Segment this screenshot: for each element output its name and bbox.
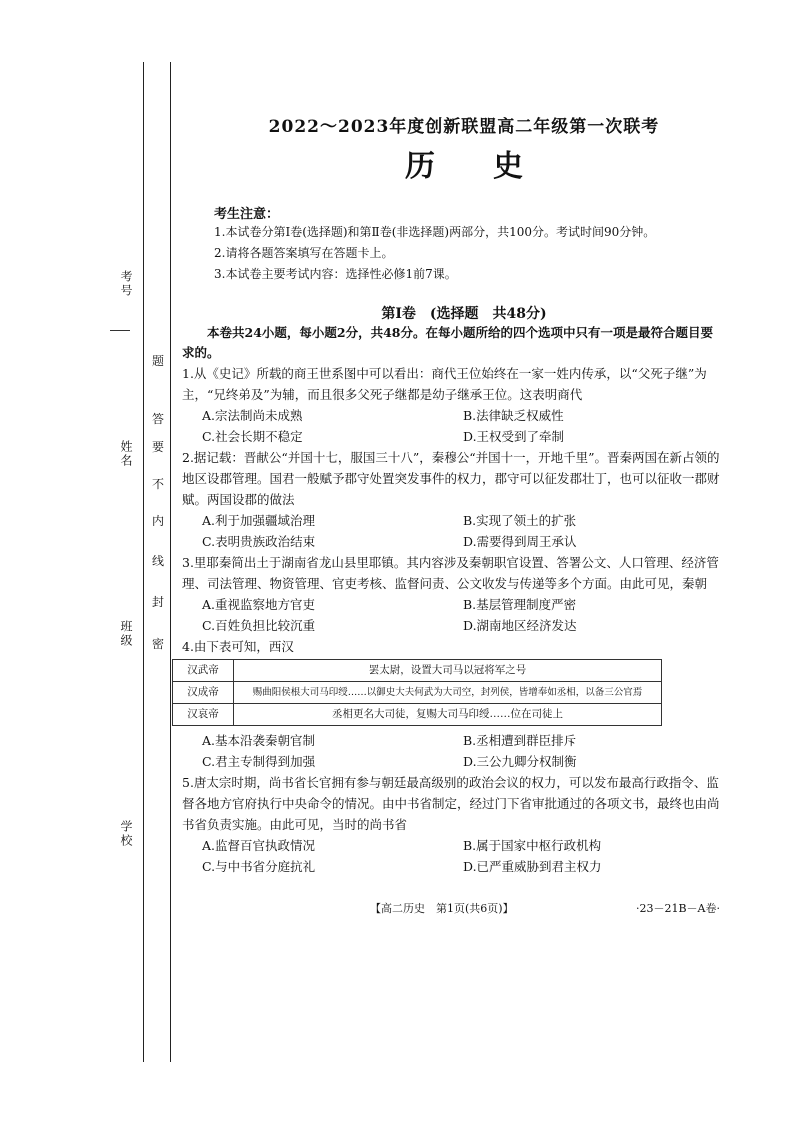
page-number: 【高二历史 第1页(共6页)】 [370,902,514,915]
question-stem: 4.由下表可知，西汉 [182,639,294,654]
section-title: 第Ⅰ卷 (选择题 共48分) [381,306,547,322]
option-b: B.丞相遭到群臣排斥 [463,733,577,748]
question-2 [182,447,724,552]
exam-no-blank [110,330,130,331]
option-b: B.属于国家中枢行政机构 [463,838,602,853]
table-row [173,682,662,704]
seal-word: 密 [152,637,165,651]
seal-word: 不 [152,477,165,491]
table-row [173,660,662,682]
question-stem: 5.唐太宗时期，尚书省长官拥有参与朝廷最高级别的政治会议的权力，可以发布最高行政指令、监督各地方官府执行中央命令的情况。由中书省制定，经过门下省审批通过的各项文书，最终也由尚书省负责实施。由此可见，当时的尚书省 [182,775,720,832]
subject-title: 历史 [405,149,581,184]
notice-item: 3.本试卷主要考试内容：选择性必修1前7课。 [214,267,457,281]
table-cell: 汉成帝 [173,682,234,704]
option-b: B.法律缺乏权威性 [463,408,564,423]
seal-word: 题 [152,354,165,368]
table-cell: 汉哀帝 [173,704,234,726]
exam-content [182,112,724,877]
option-c: C.君主专制得到加强 [202,754,316,769]
option-b: B.基层管理制度严密 [463,597,577,612]
question-3 [182,552,724,636]
option-a: A.利于加强疆域治理 [202,513,316,528]
question-4 [182,636,724,772]
section-intro: 本卷共24小题，每小题2分，共48分。在每小题所给的四个选项中只有一项是最符合题目要求的。 [182,325,713,360]
question-stem: 1.从《史记》所载的商王世系图中可以看出：商代王位始终在一家一姓内传承，以“父死子继”为主，“兄终弟及”为辅，而且很多父死子继都是幼子继承王位。这表明商代 [182,366,707,402]
table-cell: 赐曲阳侯根大司马印绶……以御史大夫何武为大司空，封列侯，皆增奉如丞相，以备三公官焉 [234,682,662,704]
binding-line-right [170,62,171,1062]
table-cell: 汉武帝 [173,660,234,682]
seal-word: 答 [152,412,165,426]
exam-title: 2022～2023年度创新联盟高二年级第一次联考 [268,117,660,137]
option-d: D.王权受到了牵制 [463,429,565,444]
question-5 [182,772,724,877]
option-a: A.宗法制尚未成熟 [202,408,303,423]
seal-word: 线 [152,554,165,568]
option-a: A.监督百官执政情况 [202,838,316,853]
binding-line-left [143,62,144,1062]
option-c: C.与中书省分庭抗礼 [202,859,316,874]
notice-item: 2.请将各题答案填写在答题卡上。 [214,246,394,260]
option-c: C.百姓负担比较沉重 [202,618,316,633]
option-c: C.社会长期不稳定 [202,429,303,444]
table-cell: 丞相更名大司徒，复赐大司马印绶……位在司徒上 [234,704,662,726]
exam-no-label: 考号 [119,270,133,298]
question-stem: 2.据记载：晋献公“并国十七，服国三十八”，秦穆公“并国十一，开地千里”。晋秦两国在新占领的地区设郡管理。国君一般赋予郡守处置突发事件的权力，郡守可以征发郡壮丁，也可以征收一郡财赋。两国设郡的做法 [182,450,720,507]
school-label: 学校 [119,820,133,848]
paper-code: ·23－21B－A卷· [635,902,720,915]
table-cell: 罢太尉，设置大司马以冠将军之号 [234,660,662,682]
class-label: 班级 [119,620,133,648]
notice-title: 考生注意： [214,207,280,222]
option-d: D.三公九卿分权制衡 [463,754,577,769]
seal-word: 内 [152,514,165,528]
seal-word: 要 [152,440,165,454]
name-label: 姓名 [119,440,133,468]
option-b: B.实现了领土的扩张 [463,513,577,528]
option-d: D.已严重威胁到君主权力 [463,859,602,874]
option-d: D.需要得到周王承认 [463,534,577,549]
notice-item: 1.本试卷分第Ⅰ卷(选择题)和第Ⅱ卷(非选择题)两部分，共100分。考试时间90分钟。 [214,225,656,239]
question-1 [182,363,724,447]
seal-word: 封 [152,595,165,609]
option-d: D.湖南地区经济发达 [463,618,577,633]
question-stem: 3.里耶秦简出土于湖南省龙山县里耶镇。其内容涉及秦朝职官设置、答署公文、人口管理、经济管理、司法管理、物资管理、官吏考核、监督问责、公文收发与传递等多个方面。由此可见，秦朝 [182,555,719,591]
option-c: C.表明贵族政治结束 [202,534,316,549]
emperor-table [172,659,662,726]
option-a: A.重视监察地方官吏 [202,597,316,612]
table-row [173,704,662,726]
option-a: A.基本沿袭秦朝官制 [202,733,316,748]
